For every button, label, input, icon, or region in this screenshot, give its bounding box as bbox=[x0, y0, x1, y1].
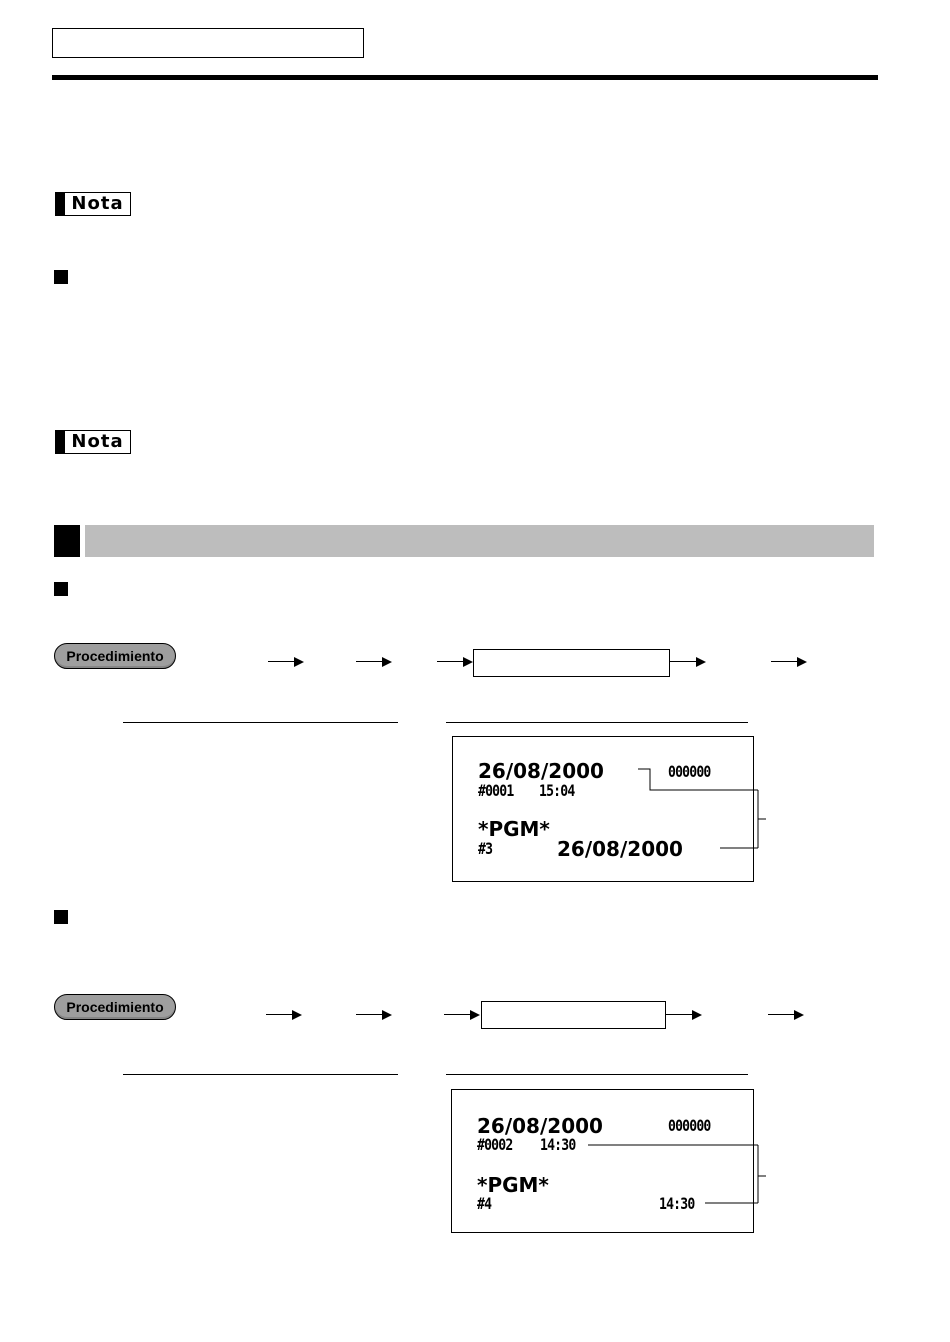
receipt-programmed-value: 14:30 bbox=[659, 1194, 695, 1213]
receipt-number: 000000 bbox=[668, 762, 711, 781]
nota-label: Nota bbox=[65, 430, 131, 454]
receipt-code: #4 bbox=[477, 1194, 492, 1213]
receipt-number: 000000 bbox=[668, 1116, 711, 1135]
procedure-badge: Procedimiento bbox=[54, 643, 176, 669]
nota-label: Nota bbox=[65, 192, 131, 216]
receipt-programmed-value: 26/08/2000 bbox=[557, 837, 683, 861]
receipt-time: 15:04 bbox=[539, 781, 575, 800]
callout-line-date bbox=[638, 769, 758, 790]
receipt-time: 14:30 bbox=[540, 1135, 576, 1154]
receipt-date: 26/08/2000 bbox=[478, 759, 604, 783]
receipt-mode: *PGM* bbox=[477, 1173, 549, 1197]
procedure-badge: Procedimiento bbox=[54, 994, 176, 1020]
receipt-consecutive: #0001 bbox=[478, 781, 514, 800]
receipt-code: #3 bbox=[478, 839, 493, 858]
receipt-date: 26/08/2000 bbox=[477, 1114, 603, 1138]
receipt-consecutive: #0002 bbox=[477, 1135, 513, 1154]
receipt-mode: *PGM* bbox=[478, 817, 550, 841]
